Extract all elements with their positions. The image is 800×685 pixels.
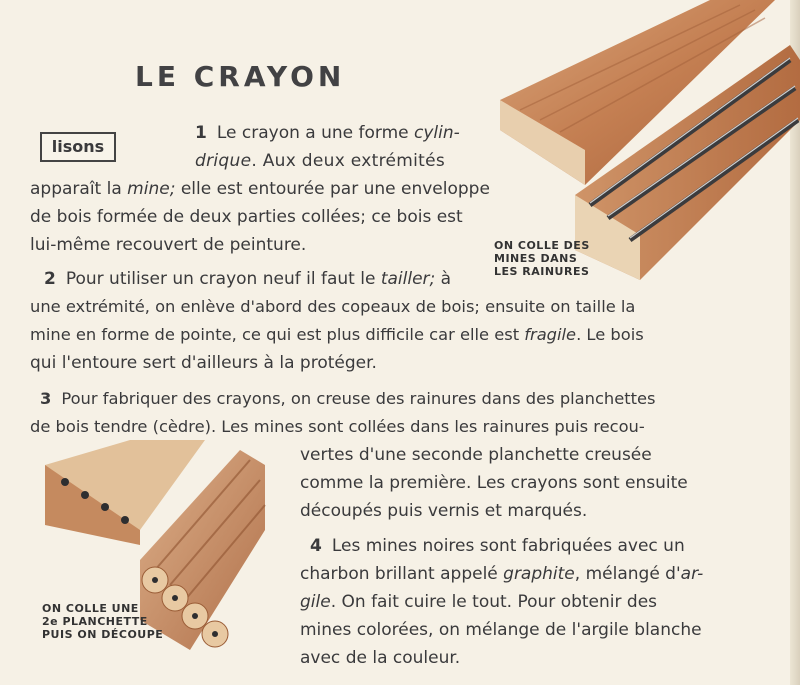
text-run: Le crayon a une forme: [216, 123, 415, 143]
text-run: charbon brillant appelé: [300, 564, 504, 584]
text-line: [30, 324, 644, 346]
text-line: une extrémité, on enlève d'abord des copeaux de bois; ensuite on taille la: [30, 297, 636, 316]
text-run: mine en forme de pointe, ce qui est plus difficile car elle est: [30, 325, 525, 344]
text-line: mines colorées, on mélange de l'argile blanche: [300, 620, 702, 640]
caption-bottom: [42, 602, 163, 641]
text-run-italic: drique: [195, 151, 252, 171]
caption-top: [494, 239, 590, 278]
page-title: LE CRAYON: [135, 60, 346, 93]
text-run: Pour utiliser un crayon neuf il faut le: [65, 269, 381, 289]
text-run: Pour fabriquer des crayons, on creuse des rainures dans des planchettes: [61, 389, 656, 408]
text-line: comme la première. Les crayons sont ensuite: [300, 473, 688, 493]
text-run: à: [435, 269, 452, 289]
text-line: avec de la couleur.: [300, 648, 461, 668]
text-line: [30, 178, 490, 200]
text-run-italic: gile: [300, 592, 331, 612]
text-run-italic: fragile: [524, 325, 577, 344]
text-line: de bois formée de deux parties collées; ce bois est: [30, 207, 463, 227]
text-run-italic: ar-: [680, 564, 704, 584]
paragraph-number: 3: [40, 389, 52, 408]
text-run: , mélangé d': [574, 564, 681, 584]
caption-line: ON COLLE DES: [494, 239, 590, 252]
text-run-italic: graphite: [503, 564, 575, 584]
text-line: [300, 563, 703, 585]
paragraph-number: 2: [44, 269, 56, 289]
text-run: Les mines noires sont fabriquées avec un: [331, 536, 685, 556]
lisons-badge: lisons: [40, 132, 116, 162]
text-run-italic: tailler;: [380, 269, 436, 289]
text-line: découpés puis vernis et marqués.: [300, 501, 588, 521]
text-run-italic: mine;: [127, 179, 176, 199]
text-line: qui l'entoure sert d'ailleurs à la protéger.: [30, 353, 377, 373]
text-line: lui-même recouvert de peinture.: [30, 235, 307, 255]
text-run: . Aux deux extrémités: [251, 151, 446, 171]
caption-line: 2e PLANCHETTE: [42, 615, 148, 628]
caption-line: MINES DANS: [494, 252, 578, 265]
text-line: vertes d'une seconde planchette creusée: [300, 445, 652, 465]
caption-line: LES RAINURES: [494, 265, 590, 278]
paragraph-number: 1: [195, 123, 207, 143]
text-line: [195, 150, 485, 172]
text-run-italic: cylin-: [414, 123, 460, 143]
text-line: [195, 122, 485, 144]
text-run: . On fait cuire le tout. Pour obtenir des: [330, 592, 658, 612]
text-line: de bois tendre (cèdre). Les mines sont collées dans les rainures puis recou-: [30, 417, 645, 436]
paragraph-number: 4: [310, 536, 322, 556]
text-run: elle est entourée par une enveloppe: [175, 179, 490, 199]
text-line: [44, 268, 451, 290]
text-run: apparaît la: [30, 179, 128, 199]
text-line: [300, 591, 657, 613]
caption-line: PUIS ON DÉCOUPE: [42, 628, 164, 641]
text-run: . Le bois: [576, 325, 644, 344]
caption-line: ON COLLE UNE: [42, 602, 139, 615]
text-line: [40, 388, 656, 410]
text-line: [310, 535, 685, 557]
